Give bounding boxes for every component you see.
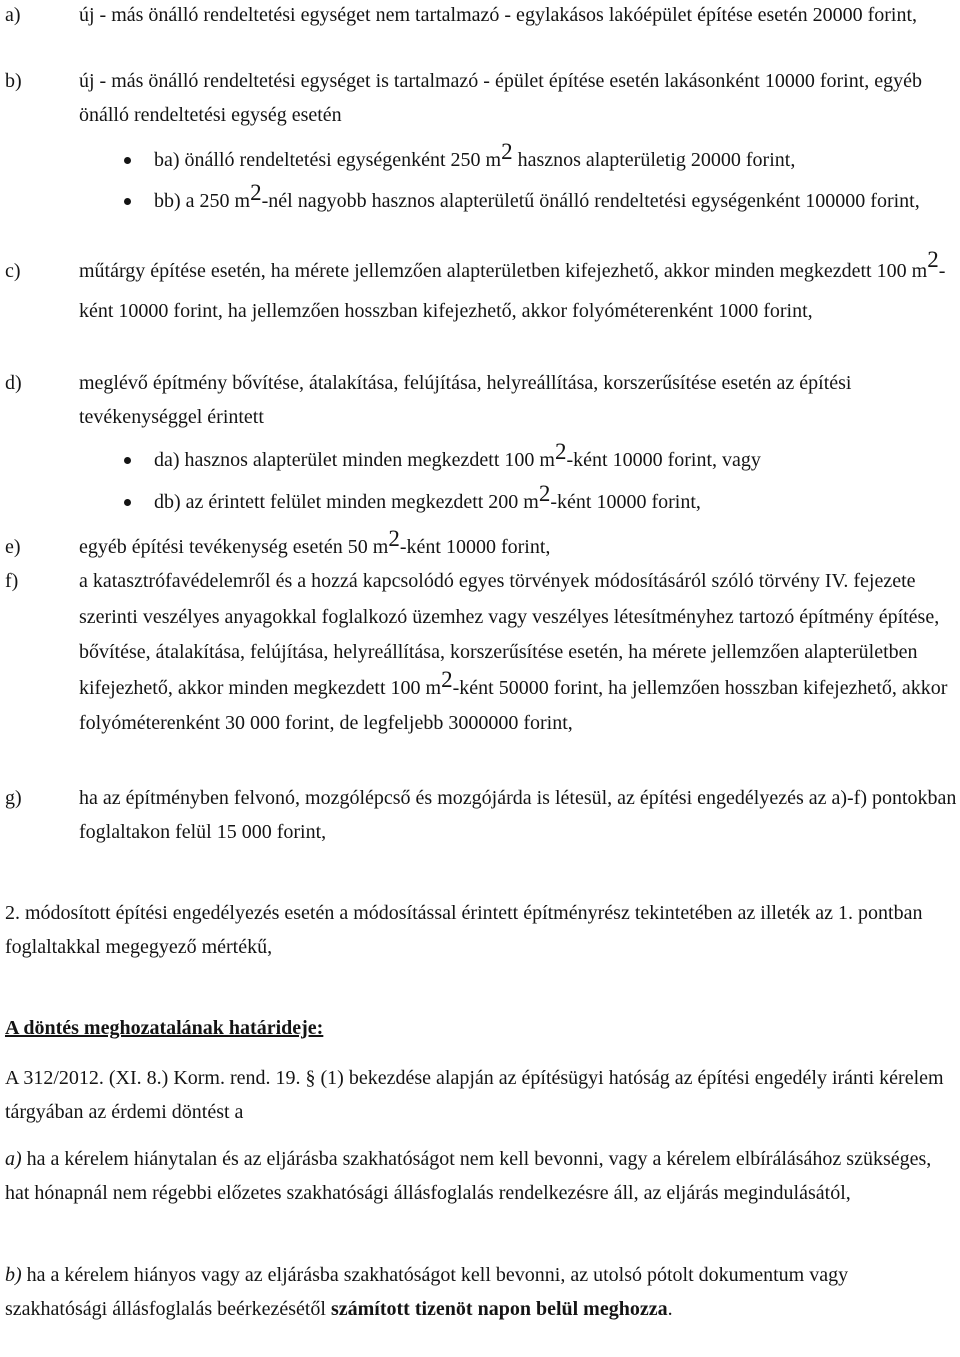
list-text: új - más önálló rendeltetési egységet nem tartalmazó - egylakásos lakóépület építése esetén 20000 forint, <box>79 4 918 26</box>
list-item-b <box>0 64 958 132</box>
bullet-icon <box>124 157 131 164</box>
deadline-item-a: a) ha a kérelem hiánytalan és az eljárásba szakhatóságot nem kell bevonni, vagy a kérelem elbírálásához szükséges, hat hónapnál nem régebbi előzetes szakhatósági állásfoglalás rendelkezésre áll, az eljárás megindulásától, <box>5 1148 932 1204</box>
deadline-marker: b) <box>5 1264 22 1286</box>
list-marker: c) <box>5 260 21 282</box>
list-text: ha az építményben felvonó, mozgólépcső és mozgójárda is létesül, az építési engedélyezés az a)-f) pontokban foglaltakon felül 15 000 forint, <box>79 787 957 843</box>
list-item-ba <box>0 139 958 177</box>
deadline-item-b: b) ha a kérelem hiányos vagy az eljárásba szakhatóságot kell bevonni, az utolsó pótolt dokumentum vagy szakhatósági állásfoglalás beérkezésétől számított tizenöt napon belül meghozza. <box>5 1264 849 1320</box>
bullet-icon <box>124 198 131 205</box>
list-text: a katasztrófavédelemről és a hozzá kapcsolódó egyes törvények módosításáról szóló törvény IV. fejezete szerinti veszélyes anyagokkal foglalkozó üzemhez vagy veszélyes létesítményhez tartozó építmény építése, bővítése, átalakítása, felújítása, helyreállítása, korszerűsítése esetén, ha mérete jellemzően alapterületben kifejezhető, akkor minden megkezdett 100 $m^2$-ként 50000 forint, ha jellemzően hosszban kifejezhető, akkor folyóméterenként 30 000 forint, de legfeljebb 3000000 forint, <box>79 570 948 734</box>
list-text: da) hasznos alapterület minden megkezdett 100 $m^2$-ként 10000 forint, vagy <box>154 439 761 471</box>
list-item-e <box>0 526 958 564</box>
list-item-d <box>0 366 958 434</box>
list-text: egyéb építési tevékenység esetén 50 $m^2$-ként 10000 forint, <box>79 526 551 558</box>
list-marker: b) <box>5 70 22 92</box>
list-item-da <box>0 439 958 477</box>
list-text: műtárgy építése esetén, ha mérete jellemzően alapterületben kifejezhető, akkor minden megkezdett 100 $m^2$-ként 10000 forint, ha jellemzően hosszban kifejezhető, akkor folyóméterenként 1000 forint, <box>79 247 946 322</box>
deadline-emphasis: számított tizenöt napon belül meghozza <box>330 1298 668 1320</box>
list-marker: d) <box>5 372 22 394</box>
list-marker: f) <box>5 570 19 592</box>
list-text: meglévő építmény bővítése, átalakítása, felújítása, helyreállítása, korszerűsítése esetén az építési tevékenységgel érintett <box>79 372 852 428</box>
deadline-intro-paragraph: A 312/2012. (XI. 8.) Korm. rend. 19. § (1) bekezdése alapján az építésügyi hatóság az építési engedély iránti kérelem tárgyában az érdemi döntést a <box>5 1067 944 1123</box>
list-item-a <box>0 0 958 32</box>
list-marker: g) <box>5 787 22 809</box>
list-item-g <box>0 781 958 849</box>
list-item-bb <box>0 180 958 218</box>
deadline-marker: a) <box>5 1148 22 1170</box>
list-text: bb) a 250 $m^2$-nél nagyobb hasznos alapterületű önálló rendeltetési egységenként 100000 forint, <box>154 180 920 212</box>
list-marker: a) <box>5 4 21 26</box>
list-text: új - más önálló rendeltetési egységet is tartalmazó - épület építése esetén lakásonként 10000 forint, egyéb önálló rendeltetési egység esetén <box>79 70 923 126</box>
deadline-heading: A döntés meghozatalának határideje: <box>5 1017 324 1039</box>
bullet-icon <box>124 499 131 506</box>
point-2-paragraph: 2. módosított építési engedélyezés esetén a módosítással érintett építményrész tekintetében az illeték az 1. pontban foglaltakkal megegyező mértékű, <box>5 902 923 958</box>
list-text: db) az érintett felület minden megkezdett 200 $m^2$-ként 10000 forint, <box>154 481 701 513</box>
list-marker: e) <box>5 536 21 558</box>
list-text: ba) önálló rendeltetési egységenként 250 $m^2$ hasznos alapterületig 20000 forint, <box>154 139 796 171</box>
bullet-icon <box>124 457 131 464</box>
list-item-db <box>0 481 958 519</box>
list-item-f <box>0 564 958 742</box>
list-item-c <box>0 247 958 331</box>
